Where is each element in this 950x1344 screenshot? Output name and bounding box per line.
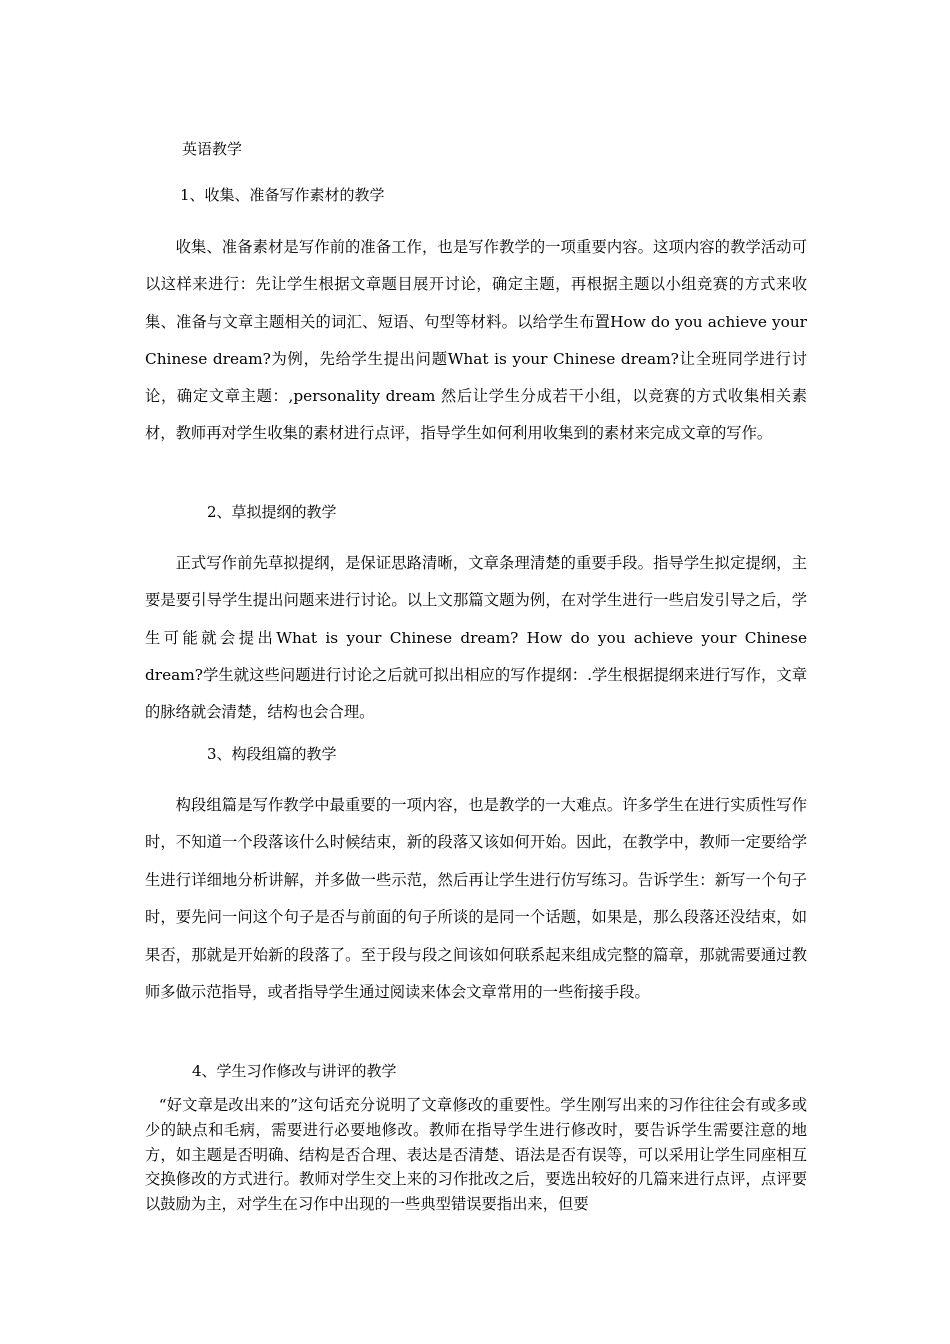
section-2-body: 正式写作前先草拟提纲，是保证思路清晰，文章条理清楚的重要手段。指导学生拟定提纲，主要是要引导学生提出问题来进行讨论。以上文那篇文题为例，在对学生进行一些启发引导之后，学生可能就会提出What is your Chinese dream? How do you achieve your Chinese dream?学生就这些问题进行讨论之后就可拟出相应的写作提纲：.学生根据提纲来进行写作，文章的脉络就会清楚，结构也会合理。	[145, 554, 807, 722]
section-4-body-clip	[145, 1093, 807, 1217]
section-2-heading: 2、草拟提纲的教学	[207, 503, 337, 521]
section-3-heading: 3、构段组篇的教学	[207, 745, 337, 763]
section-1-body: 收集、准备素材是写作前的准备工作，也是写作教学的一项重要内容。这项内容的教学活动可以这样来进行：先让学生根据文章题目展开讨论，确定主题，再根据主题以小组竞赛的方式来收集、准备与文章主题相关的词汇、短语、句型等材料。以给学生布置How do you achieve your Chinese dream?为例，先给学生提出问题What is your Chinese dream?让全班同学进行讨论，确定文章主题：,personality dream 然后让学生分成若干小组，以竞赛的方式收集相关素材，教师再对学生收集的素材进行点评，指导学生如何利用收集到的素材来完成文章的写作。	[145, 238, 807, 443]
section-3-body: 构段组篇是写作教学中最重要的一项内容，也是教学的一大难点。许多学生在进行实质性写作时，不知道一个段落该什么时候结束，新的段落又该如何开始。因此，在教学中，教师一定要给学生进行详细地分析讲解，并多做一些示范，然后再让学生进行仿写练习。告诉学生：新写一个句子时，要先问一问这个句子是否与前面的句子所谈的是同一个话题，如果是，那么段落还没结束，如果否，那就是开始新的段落了。至于段与段之间该如何联系起来组成完整的篇章，那就需要通过教师多做示范指导，或者指导学生通过阅读来体会文章常用的一些衔接手段。	[145, 796, 807, 1002]
section-4-body: “好文章是改出来的”这句话充分说明了文章修改的重要性。学生刚写出来的习作往往会有或多或少的缺点和毛病，需要进行必要地修改。教师在指导学生进行修改时，要告诉学生需要注意的地方，如主题是否明确、结构是否合理、表达是否清楚、语法是否有误等，可以采用让学生同座相互交换修改的方式进行。教师对学生交上来的习作批改之后，要选出较好的几篇来进行点评，点评要以鼓励为主，对学生在习作中出现的一些典型错误要指出来，但要	[145, 1096, 807, 1214]
section-1-heading: 1、收集、准备写作素材的教学	[180, 186, 385, 204]
document-title: 英语教学	[182, 140, 243, 158]
section-4-heading: 4、学生习作修改与讲评的教学	[192, 1062, 397, 1080]
